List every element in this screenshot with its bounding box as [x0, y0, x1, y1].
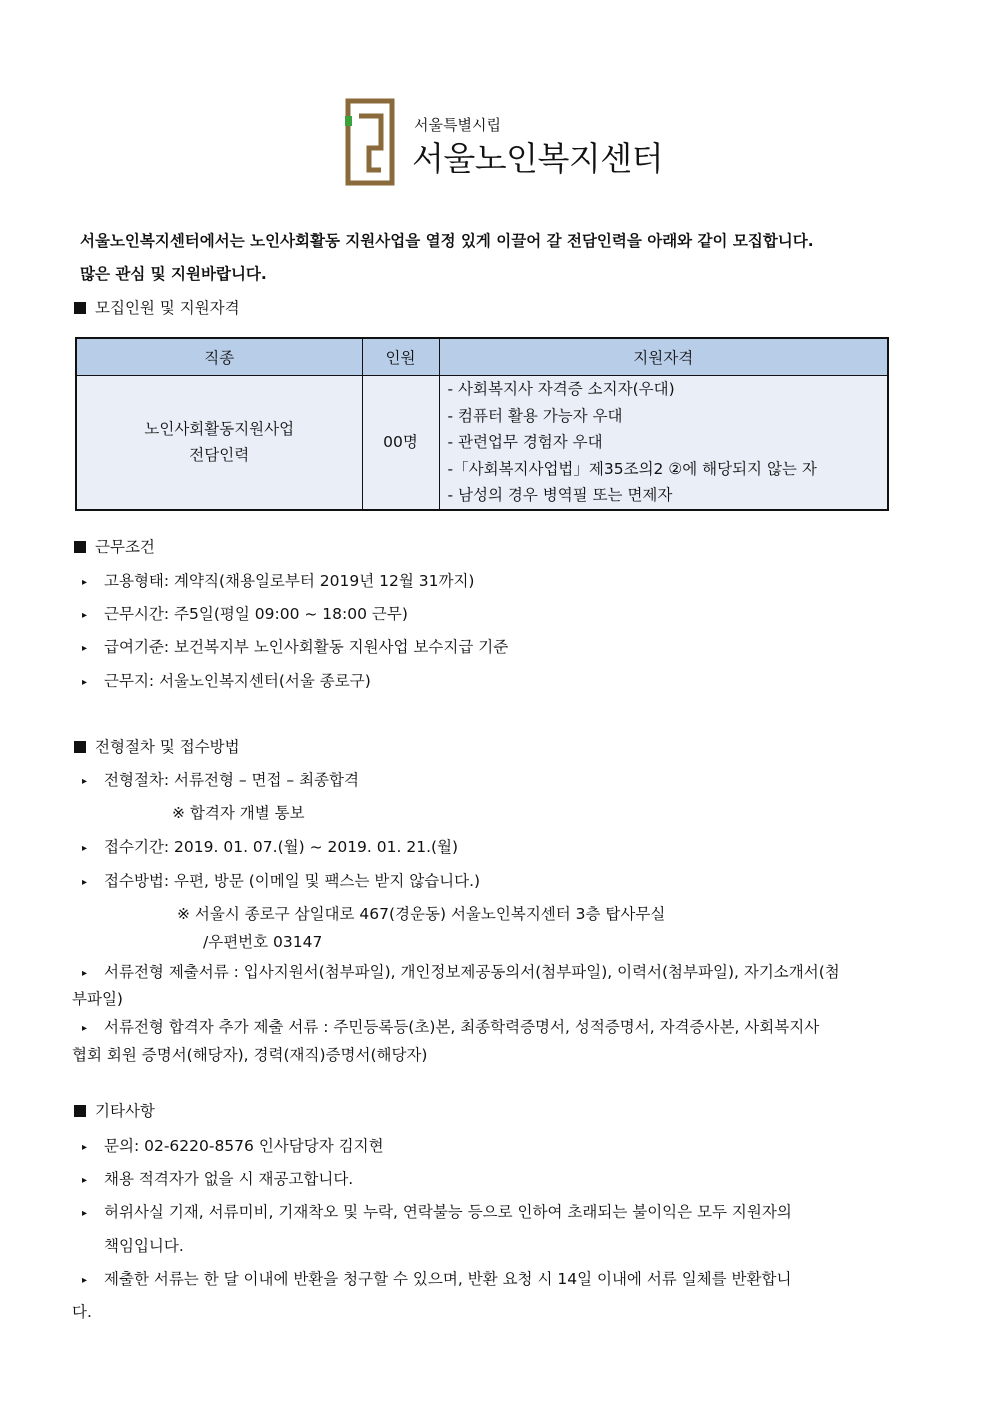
- cell-count: 00명: [362, 376, 439, 510]
- qualification-item: - 남성의 경우 병역필 또는 면제자: [447, 486, 673, 504]
- recruit-table: [75, 337, 889, 511]
- triangle-bullet-icon: ▸: [82, 1023, 88, 1034]
- list-item: ▸ 접수기간: 2019. 01. 07.(월) ~ 2019. 01. 21.(월): [82, 837, 458, 859]
- triangle-bullet-icon: ▸: [82, 877, 88, 888]
- square-bullet-icon: [74, 741, 86, 753]
- list-item: ▸ 문의: 02-6220-8576 인사담당자 김지현: [82, 1136, 384, 1158]
- col-header-qualification: 지원자격: [439, 338, 888, 376]
- triangle-bullet-icon: ▸: [82, 843, 88, 854]
- cell-qualifications: [439, 376, 888, 510]
- job-line-1: 노인사회활동지원사업: [144, 420, 295, 439]
- list-item: ▸ 서류전형 합격자 추가 제출 서류 : 주민등록등(초)본, 최종학력증명서, 성적증명서, 자격증사본, 사회복지사: [82, 1017, 819, 1039]
- job-line-2: 전담인력: [189, 446, 250, 465]
- list-item: ▸ 고용형태: 계약직(채용일로부터 2019년 12월 31까지): [82, 571, 474, 593]
- list-item: ▸ 급여기준: 보건복지부 노인사회활동 지원사업 보수지급 기준: [82, 637, 508, 659]
- list-item: ▸ 접수방법: 우편, 방문 (이메일 및 팩스는 받지 않습니다.): [82, 871, 480, 893]
- qualification-item: - 관련업무 경험자 우대: [447, 433, 603, 451]
- section-heading-work: 근무조건: [74, 537, 155, 557]
- triangle-bullet-icon: ▸: [82, 1175, 88, 1186]
- triangle-bullet-icon: ▸: [82, 968, 88, 979]
- section-heading-etc: 기타사항: [74, 1101, 155, 1121]
- triangle-bullet-icon: ▸: [82, 577, 88, 588]
- intro-line-2: 많은 관심 및 지원바랍니다.: [80, 265, 267, 283]
- list-item: ▸ 근무시간: 주5일(평일 09:00 ~ 18:00 근무): [82, 604, 408, 626]
- section-heading-recruit: 모집인원 및 지원자격: [74, 298, 240, 318]
- list-item-continuation: 책임입니다.: [104, 1237, 184, 1255]
- qualification-item: -「사회복지사업법」제35조의2 ②에 해당되지 않는 자: [447, 459, 817, 478]
- triangle-bullet-icon: ▸: [82, 776, 88, 787]
- intro-line-1: 서울노인복지센터에서는 노인사회활동 지원사업을 열정 있게 이끌어 갈 전담인력을 아래와 같이 모집합니다.: [80, 232, 814, 250]
- triangle-bullet-icon: ▸: [82, 1208, 88, 1219]
- triangle-bullet-icon: ▸: [82, 1142, 88, 1153]
- center-logo-icon: [345, 98, 395, 186]
- triangle-bullet-icon: ▸: [82, 677, 88, 688]
- qualification-item: - 컴퓨터 활용 가능자 우대: [447, 406, 623, 425]
- address-note: ※ 서울시 종로구 삼일대로 467(경운동) 서울노인복지센터 3층 탑사무실: [177, 905, 666, 923]
- list-item-continuation: 협회 회원 증명서(해당자), 경력(재직)증명서(해당자): [72, 1046, 428, 1064]
- list-item: ▸ 서류전형 제출서류 : 입사지원서(첨부파일), 개인정보제공동의서(첨부파일), 이력서(첨부파일), 자기소개서(첨: [82, 962, 840, 984]
- step-note: ※ 합격자 개별 통보: [172, 804, 305, 822]
- table-row: [76, 376, 888, 510]
- cell-job: [76, 376, 362, 510]
- table-header-row: [76, 338, 888, 376]
- list-item: ▸ 근무지: 서울노인복지센터(서울 종로구): [82, 671, 371, 693]
- postal-code: /우편번호 03147: [203, 933, 323, 951]
- list-item: ▸ 제출한 서류는 한 달 이내에 반환을 청구할 수 있으며, 반환 요청 시 14일 이내에 서류 일체를 반환합니: [82, 1269, 791, 1291]
- org-title: 서울노인복지센터: [412, 139, 664, 178]
- col-header-count: 인원: [362, 338, 439, 376]
- triangle-bullet-icon: ▸: [82, 610, 88, 621]
- list-item-continuation: 부파일): [72, 990, 123, 1008]
- triangle-bullet-icon: ▸: [82, 1275, 88, 1286]
- list-item-continuation: 다.: [72, 1303, 92, 1321]
- list-item: ▸ 허위사실 기재, 서류미비, 기재착오 및 누락, 연락불능 등으로 인하여 초래되는 불이익은 모두 지원자의: [82, 1202, 792, 1224]
- list-item: ▸ 전형절차: 서류전형 – 면접 – 최종합격: [82, 770, 359, 792]
- triangle-bullet-icon: ▸: [82, 643, 88, 654]
- list-item: ▸ 채용 적격자가 없을 시 재공고합니다.: [82, 1169, 353, 1191]
- col-header-job: 직종: [76, 338, 362, 376]
- section-heading-process: 전형절차 및 접수방법: [74, 737, 240, 757]
- square-bullet-icon: [74, 1105, 86, 1117]
- qualification-item: - 사회복지사 자격증 소지자(우대): [447, 380, 675, 398]
- square-bullet-icon: [74, 541, 86, 553]
- square-bullet-icon: [74, 302, 86, 314]
- org-subtitle: 서울특별시립: [414, 116, 501, 134]
